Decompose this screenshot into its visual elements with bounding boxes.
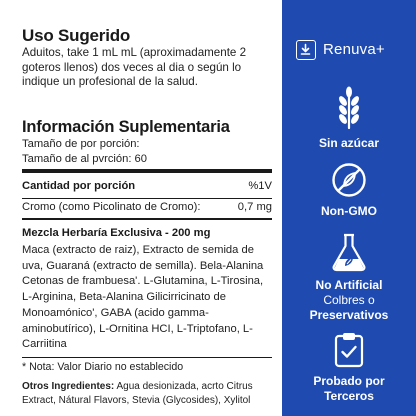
other-ingredients-label: Otros Ingredientes:: [22, 381, 115, 392]
divider: [22, 198, 272, 199]
blend-title: Mezcla Herbaría Exclusiva - 200 mg: [22, 227, 211, 239]
blend-ingredients: Maca (extracto de raiz), Extracto de semida de uva, Guaraná (extracto de semilla). Bela-Alanina Cetonas de frambuesa'. L-Glutamina, L-Tirosina, L-Arginina, Beta-Alanina Gilicirricinato de Monoamónico', GABA (acido gamma-aminobutírico), L-Ornitina HCI, L-Triptofano, L-Carriitina: [22, 244, 264, 351]
usage-text: Aduitos, take 1 mL mL (aproximadamente 2 goteros llenos) dos veces al dia o según lo indique un profesional de la salud.: [22, 46, 247, 89]
brand-name: Renuva+: [323, 41, 385, 58]
badge-label-line2: Colbres o: [323, 293, 375, 307]
badge-label: Non-GMO: [321, 204, 377, 218]
wheat-icon: [332, 86, 366, 130]
feature-panel: [282, 0, 416, 416]
thick-divider: [22, 169, 272, 173]
nutrient-amount: 0,7 mg: [237, 201, 272, 213]
badge-label: Probado por: [313, 374, 385, 388]
flask-leaf-icon: [329, 232, 369, 272]
nutrient-name: Cromo (como Picolinato de Cromo):: [22, 201, 201, 213]
other-ingredients-text: Agua desionizada, acrto Citrus Extract, Nátural Flavors, Stevia (Glycosides), Xylitol: [22, 381, 253, 407]
dv-header: %1V: [248, 180, 272, 192]
brand-logo: [296, 40, 404, 62]
amount-header: [22, 180, 272, 192]
no-gmo-icon: [331, 162, 367, 198]
nutrient-row: [22, 201, 272, 213]
other-ingredients: [22, 380, 278, 409]
badge-label: No Artificial: [315, 278, 383, 292]
badge-label: Sin azúcar: [318, 136, 380, 150]
dv-note: * Nota: Valor Diario no establecido: [22, 361, 184, 373]
brand-mark-icon: [296, 40, 316, 60]
clipboard-check-icon: [333, 332, 365, 368]
badge-non-gmo: [282, 162, 416, 219]
badge-label-line3: Preservativos: [309, 308, 389, 322]
facts-title: Información Suplementaria: [22, 118, 230, 136]
serving-size: Tamaño de por porción:: [22, 138, 140, 150]
badge-no-artificial: [282, 232, 416, 323]
divider: [22, 357, 272, 358]
servings-per-container: Tamaño de al pvrción: 60: [22, 153, 148, 165]
badge-sugar-free: [282, 86, 416, 151]
badge-third-party: [282, 332, 416, 404]
usage-title: Uso Sugerido: [22, 26, 131, 45]
badge-label-line2: Terceros: [324, 389, 374, 403]
amount-header-label: Cantidad por porción: [22, 180, 136, 192]
divider: [22, 218, 272, 220]
